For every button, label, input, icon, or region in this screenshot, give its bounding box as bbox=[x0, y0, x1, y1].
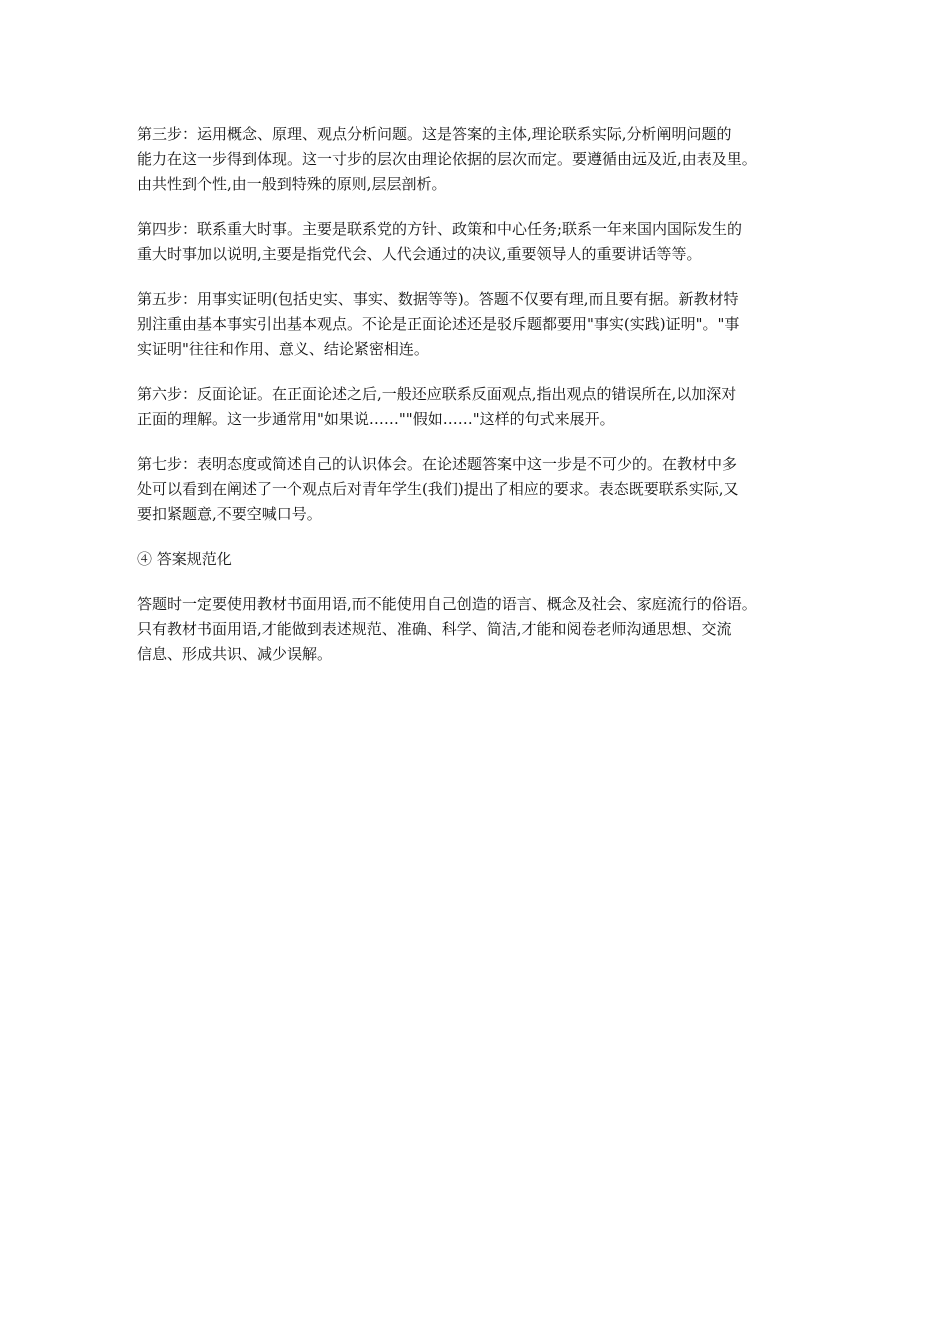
text-line: 能力在这一步得到体现。这一寸步的层次由理论依据的层次而定。要遵循由远及近,由表及里。 bbox=[137, 150, 757, 168]
paragraph-step-six bbox=[137, 382, 837, 432]
text-line: 第三步：运用概念、原理、观点分析问题。这是答案的主体,理论联系实际,分析阐明问题的 bbox=[137, 125, 732, 143]
paragraph-step-five bbox=[137, 287, 837, 362]
text-line: 处可以看到在阐述了一个观点后对青年学生(我们)提出了相应的要求。表态既要联系实际,又 bbox=[137, 480, 739, 498]
section-heading-answer-standardization bbox=[137, 547, 837, 572]
paragraph-step-four bbox=[137, 217, 837, 267]
text-line: 别注重由基本事实引出基本观点。不论是正面论述还是驳斥题都要用"事实(实践)证明"。"事 bbox=[137, 315, 740, 333]
text-line: 只有教材书面用语,才能做到表述规范、准确、科学、简洁,才能和阅卷老师沟通思想、交流 bbox=[137, 620, 732, 638]
text-line: 第五步：用事实证明(包括史实、事实、数据等等)。答题不仅要有理,而且要有据。新教材特 bbox=[137, 290, 739, 308]
document-body bbox=[137, 122, 837, 687]
text-line: 第四步：联系重大时事。主要是联系党的方针、政策和中心任务;联系一年来国内国际发生的 bbox=[137, 220, 743, 238]
text-line: 信息、形成共识、减少误解。 bbox=[137, 645, 333, 663]
paragraph-answer-standardization bbox=[137, 592, 837, 667]
text-line: 第六步：反面论证。在正面论述之后,一般还应联系反面观点,指出观点的错误所在,以加深对 bbox=[137, 385, 737, 403]
text-line: 正面的理解。这一步通常用"如果说……""假如……"这样的句式来展开。 bbox=[137, 410, 615, 428]
paragraph-step-three bbox=[137, 122, 837, 197]
text-line: 实证明"往往和作用、意义、结论紧密相连。 bbox=[137, 340, 429, 358]
heading-text: ④ 答案规范化 bbox=[137, 550, 232, 568]
text-line: 由共性到个性,由一般到特殊的原则,层层剖析。 bbox=[137, 175, 447, 193]
text-line: 要扣紧题意,不要空喊口号。 bbox=[137, 505, 322, 523]
text-line: 第七步：表明态度或简述自己的认识体会。在论述题答案中这一步是不可少的。在教材中多 bbox=[137, 455, 738, 473]
paragraph-step-seven bbox=[137, 452, 837, 527]
text-line: 重大时事加以说明,主要是指党代会、人代会通过的决议,重要领导人的重要讲话等等。 bbox=[137, 245, 702, 263]
text-line: 答题时一定要使用教材书面用语,而不能使用自己创造的语言、概念及社会、家庭流行的俗语。 bbox=[137, 595, 757, 613]
